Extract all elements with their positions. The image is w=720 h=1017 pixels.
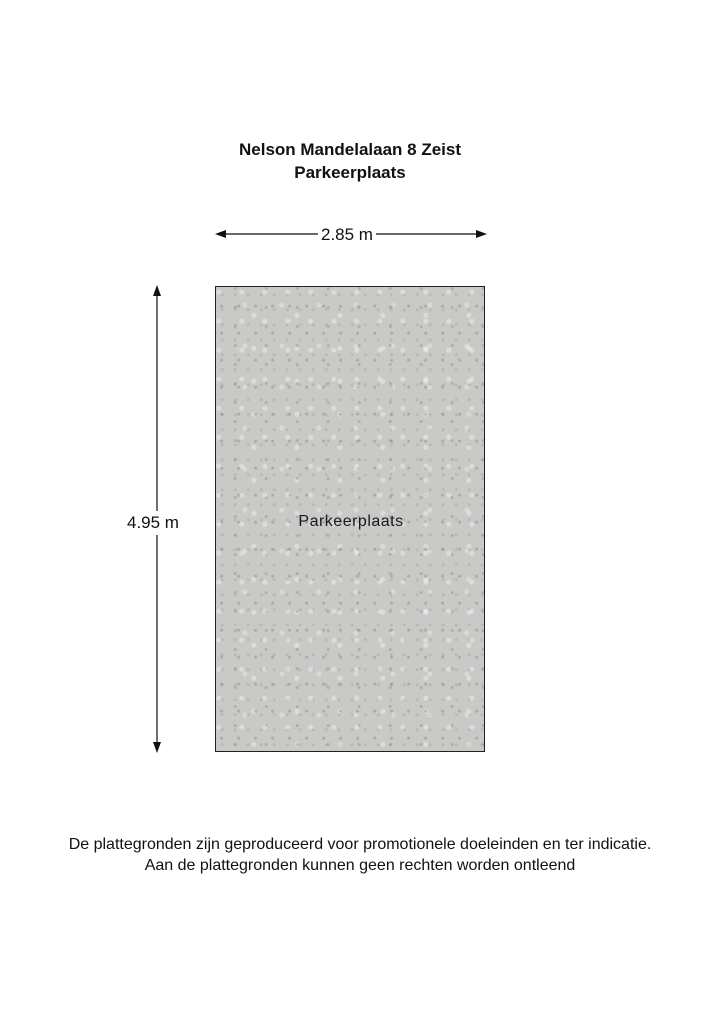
arrow-down-icon (153, 742, 161, 753)
disclaimer-line-1: De plattegronden zijn geproduceerd voor promotionele doeleinden en ter indicatie. (68, 836, 652, 853)
disclaimer (0, 834, 720, 876)
arrow-right-icon (476, 230, 487, 238)
disclaimer-line-2: Aan de plattegronden kunnen geen rechten worden ontleend (144, 857, 576, 874)
arrow-up-icon (153, 285, 161, 296)
address-title: Nelson Mandelalaan 8 Zeist (238, 140, 461, 159)
height-label: 4.95 m (127, 511, 179, 535)
space-subtitle: Parkeerplaats (294, 163, 406, 182)
arrow-left-icon (215, 230, 226, 238)
parking-space-area (215, 286, 485, 752)
room-label: Parkeerplaats (298, 513, 404, 530)
width-label: 2.85 m (318, 225, 376, 245)
